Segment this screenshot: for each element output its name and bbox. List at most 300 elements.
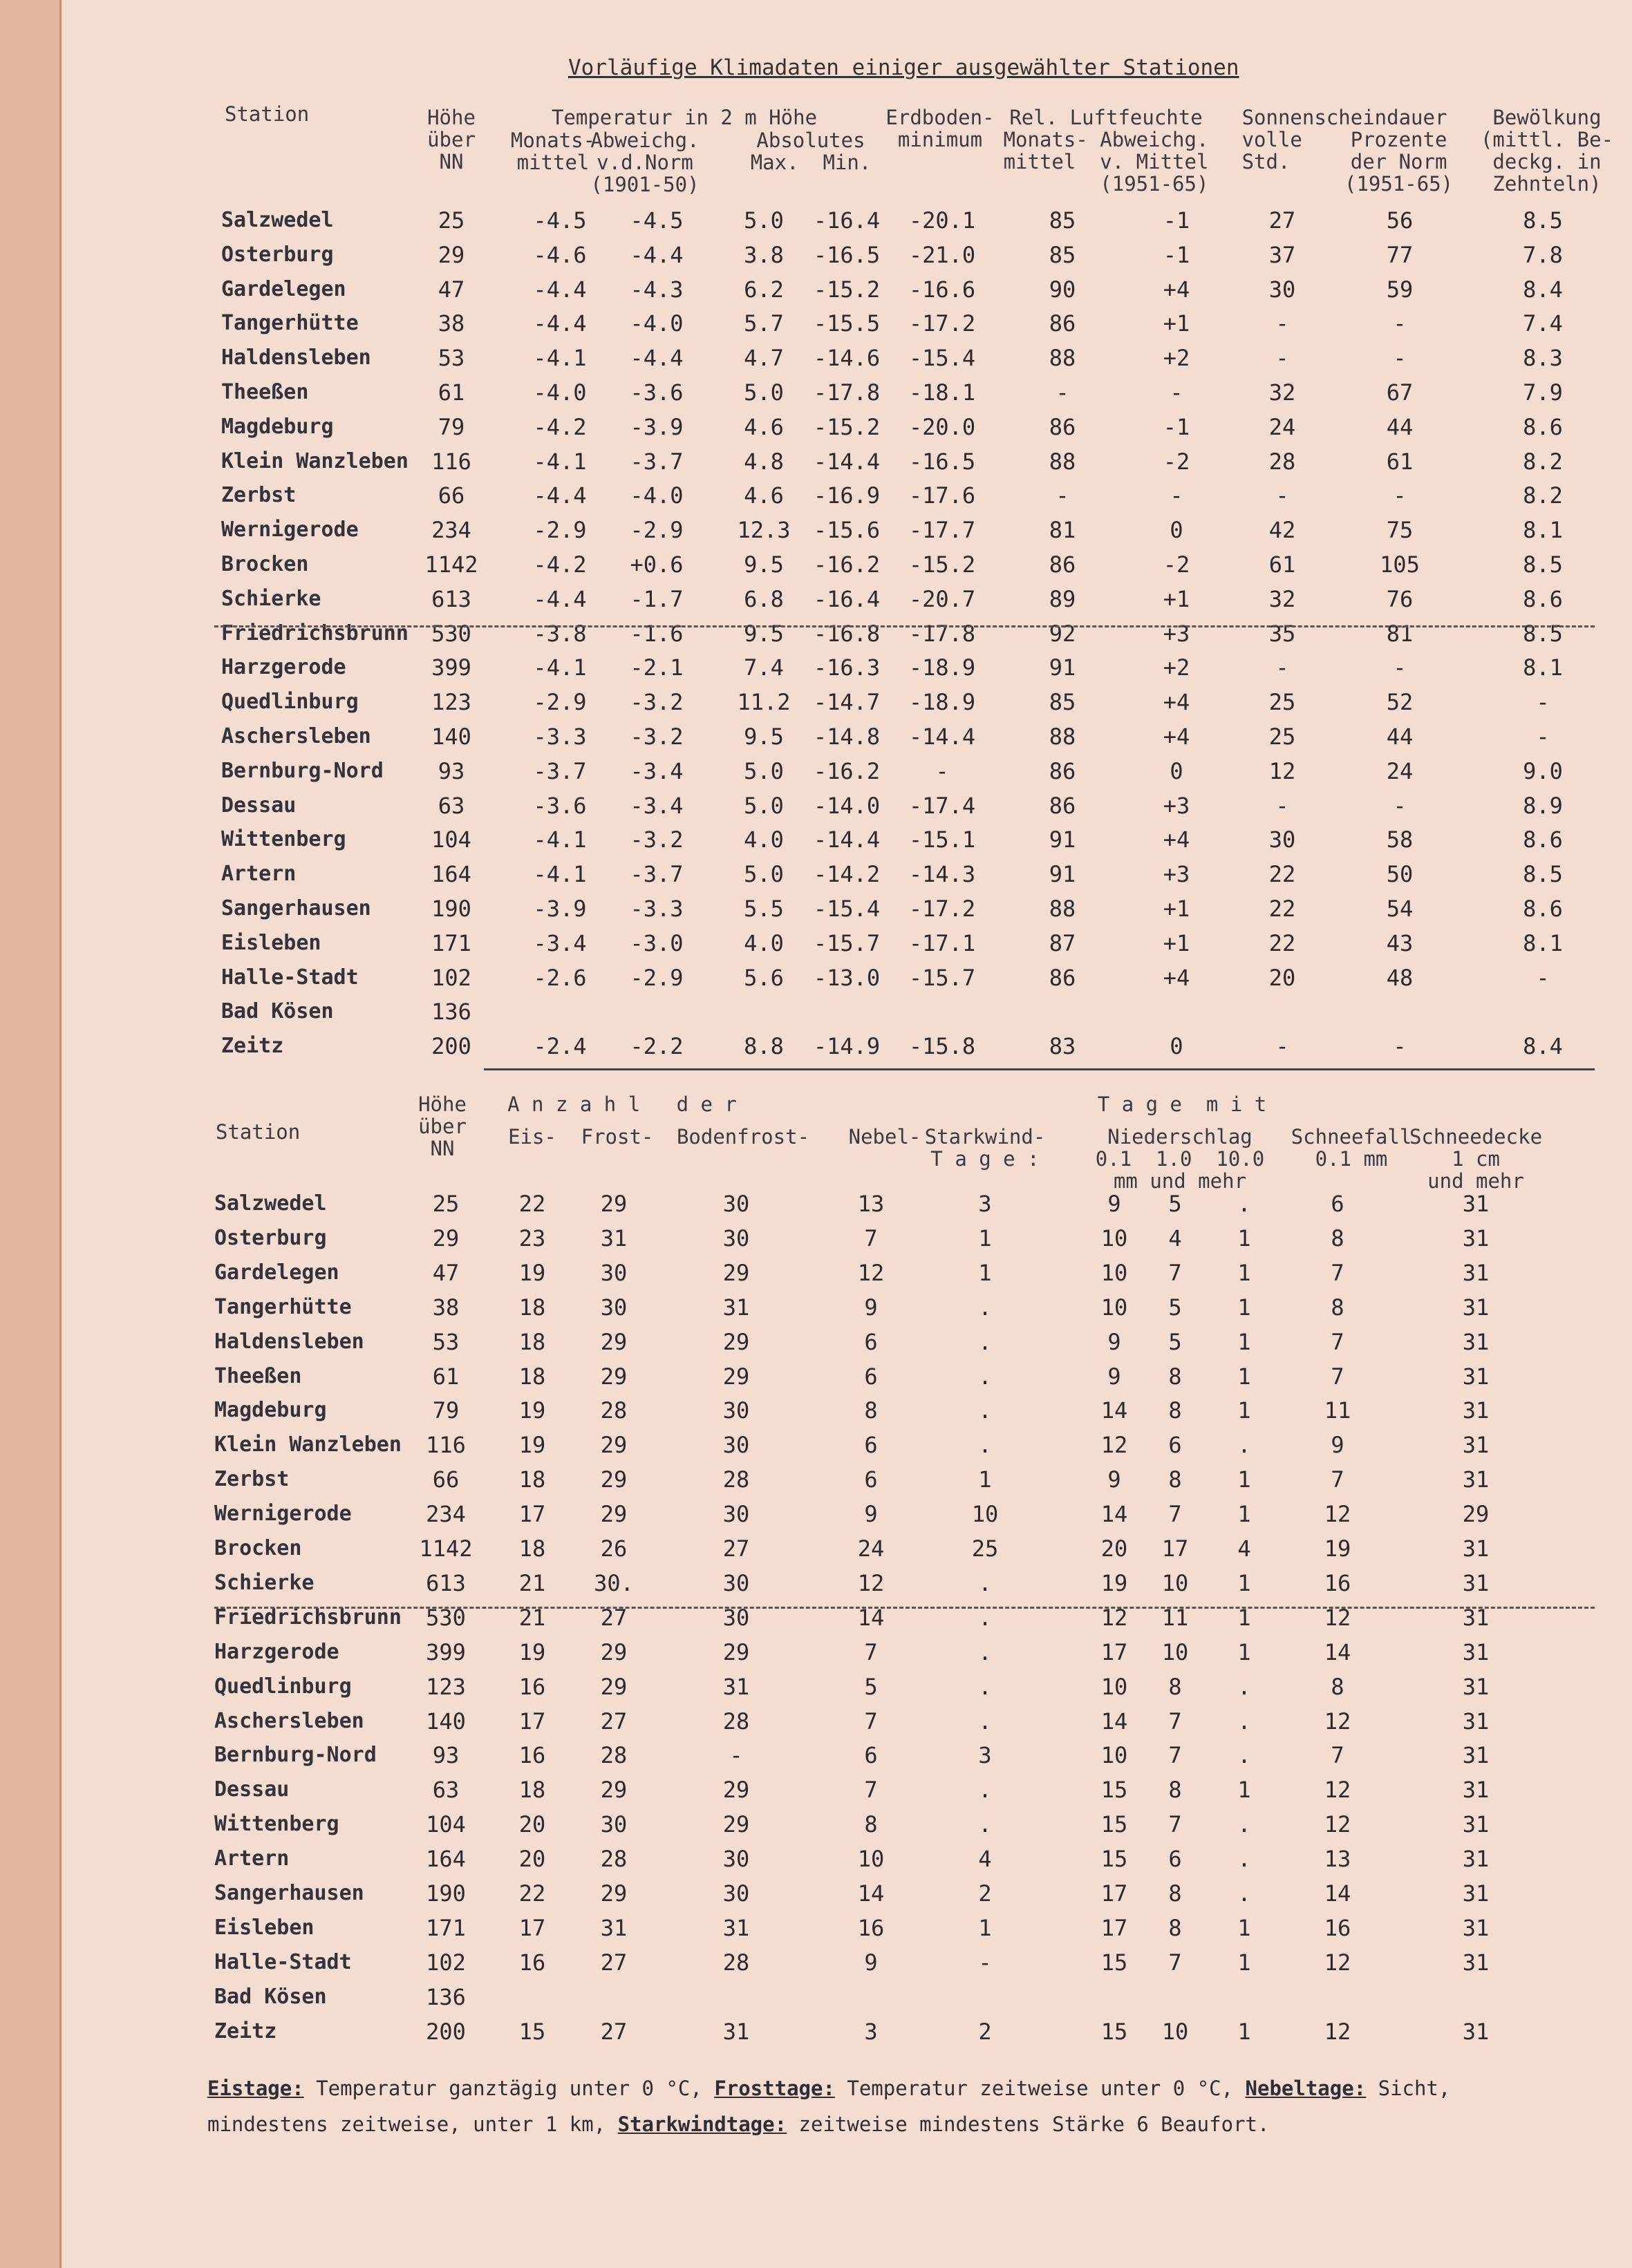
table1-cell: 5.7 xyxy=(744,310,784,337)
table1-cell: - xyxy=(1056,482,1069,509)
table1-header-1: Höhe über NN xyxy=(427,106,476,173)
table2-cell: 28 xyxy=(600,1742,628,1769)
table2-cell: 66 xyxy=(432,1466,460,1493)
table1-cell: -14.4 xyxy=(908,724,976,750)
table2-cell: 1 xyxy=(1237,1363,1251,1390)
table1-station-name: Magdeburg xyxy=(221,414,334,439)
table2-cell: . xyxy=(1237,1708,1251,1735)
table2-header-10: Schneefall 0.1 mm xyxy=(1291,1125,1412,1171)
table2-cell: 20 xyxy=(518,1846,546,1873)
table2-cell: 1 xyxy=(1237,1949,1251,1976)
table2-cell: 1 xyxy=(1237,1569,1251,1596)
table1-cell: 88 xyxy=(1049,724,1076,750)
table2-cell: 1 xyxy=(1237,2018,1251,2045)
table2-cell: 30 xyxy=(722,1880,750,1907)
table2-cell: 31 xyxy=(1462,1191,1490,1217)
table2-cell: . xyxy=(978,1569,992,1596)
table1-cell: -14.9 xyxy=(813,1033,881,1060)
table2-cell: 11 xyxy=(1324,1397,1351,1424)
table1-cell: -14.4 xyxy=(813,826,881,853)
table1-cell: 200 xyxy=(431,1033,471,1060)
table2-cell: 28 xyxy=(600,1397,628,1424)
table1-cell: +4 xyxy=(1163,276,1190,303)
table1-cell: 0 xyxy=(1170,757,1183,784)
table1-cell: 22 xyxy=(1268,896,1296,922)
table2-cell: 12 xyxy=(1324,2018,1351,2045)
table1-cell: 613 xyxy=(431,585,471,612)
table1-cell: -4.5 xyxy=(533,207,587,234)
table1-station-name: Theeßen xyxy=(221,380,309,404)
table1-cell: 5.5 xyxy=(744,896,784,922)
table1-cell: 58 xyxy=(1386,826,1414,853)
table2-cell: 29 xyxy=(600,1328,628,1355)
table1-station-name: Haldensleben xyxy=(221,346,371,370)
table2-cell: 10 xyxy=(1161,1569,1189,1596)
table1-header-2: Temperatur in 2 m Höhe xyxy=(551,106,818,129)
table1-cell: 79 xyxy=(438,413,465,440)
table2-cell: 30 xyxy=(600,1259,628,1286)
table2-cell: . xyxy=(1237,1811,1251,1838)
table2-header-2: A n z a h l d e r xyxy=(507,1093,737,1116)
table2-cell: 31 xyxy=(722,2018,750,2045)
table1-cell: -4.2 xyxy=(533,413,587,440)
table2-cell: 31 xyxy=(1462,1880,1490,1907)
table2-station-name: Tangerhütte xyxy=(214,1294,352,1319)
table1-cell: 8.3 xyxy=(1523,345,1563,372)
table2-cell: 5 xyxy=(1168,1191,1182,1217)
table1-cell: -17.1 xyxy=(908,929,976,956)
table2-cell: 31 xyxy=(1462,1397,1490,1424)
table1-cell: -17.2 xyxy=(908,896,976,922)
page-edge-line xyxy=(59,0,62,2268)
table1-cell: 86 xyxy=(1049,964,1076,991)
table2-cell: 21 xyxy=(518,1604,546,1631)
table1-cell: +4 xyxy=(1163,724,1190,750)
table2-cell: . xyxy=(1237,1191,1251,1217)
table2-cell: 31 xyxy=(1462,2018,1490,2045)
table1-station-name: Bad Kösen xyxy=(221,999,334,1024)
table1-cell: -2.9 xyxy=(533,517,587,544)
table1-cell: 8.5 xyxy=(1523,620,1563,647)
table2-cell: 104 xyxy=(426,1811,466,1838)
table1-cell: 8.2 xyxy=(1523,448,1563,475)
table2-cell: 9 xyxy=(1107,1191,1121,1217)
table2-cell: 12 xyxy=(1324,1949,1351,1976)
table1-cell: -16.3 xyxy=(813,654,881,681)
table2-cell: 12 xyxy=(857,1569,885,1596)
table2-cell: 28 xyxy=(722,1708,750,1735)
table1-cell: -3.4 xyxy=(630,757,684,784)
table2-cell: 13 xyxy=(1324,1846,1351,1873)
table2-cell: 31 xyxy=(722,1914,750,1941)
table1-bottom-rule xyxy=(484,1068,1595,1070)
table2-cell: 10 xyxy=(1100,1294,1128,1321)
table1-cell: -14.7 xyxy=(813,689,881,716)
table2-cell: 31 xyxy=(1462,1466,1490,1493)
table2-cell: 7 xyxy=(1331,1742,1344,1769)
table1-cell: 234 xyxy=(431,517,471,544)
table1-cell: -2 xyxy=(1163,448,1190,475)
table2-cell: 12 xyxy=(1100,1432,1128,1459)
table1-cell: 9.5 xyxy=(744,551,784,578)
table2-cell: 38 xyxy=(432,1294,460,1321)
table2-cell: 19 xyxy=(518,1432,546,1459)
table1-cell: -2.1 xyxy=(630,654,684,681)
table2-cell: 1 xyxy=(978,1225,992,1251)
table1-cell: 24 xyxy=(1268,413,1296,440)
table2-cell: 15 xyxy=(1100,1949,1128,1976)
table2-cell: 1 xyxy=(1237,1777,1251,1804)
table1-cell: -16.5 xyxy=(908,448,976,475)
table1-cell: -17.7 xyxy=(908,517,976,544)
table2-cell: 18 xyxy=(518,1328,546,1355)
table1-cell: 63 xyxy=(438,792,465,819)
table2-cell: 8 xyxy=(1331,1673,1344,1700)
table1-cell: -15.1 xyxy=(908,826,976,853)
table2-cell: 31 xyxy=(1462,1363,1490,1390)
table2-cell: 18 xyxy=(518,1294,546,1321)
table1-cell: -3.2 xyxy=(630,724,684,750)
table2-cell: 9 xyxy=(864,1949,878,1976)
table1-cell: 30 xyxy=(1268,826,1296,853)
table1-cell: 8.5 xyxy=(1523,551,1563,578)
table1-station-name: Friedrichsbrunn xyxy=(221,621,409,645)
table2-cell: 24 xyxy=(857,1535,885,1562)
table1-cell: 77 xyxy=(1386,241,1414,268)
table2-station-name: Brocken xyxy=(214,1536,302,1560)
table1-cell: +1 xyxy=(1163,585,1190,612)
table1-header-8: Sonnenscheindauer volle Prozente Std. der Norm (1951-65) xyxy=(1241,106,1454,196)
table2-cell: 29 xyxy=(722,1363,750,1390)
table2-station-name: Osterburg xyxy=(214,1225,327,1250)
table2-cell: 23 xyxy=(518,1225,546,1251)
table1-cell: 91 xyxy=(1049,654,1076,681)
table1-cell: 8.5 xyxy=(1523,861,1563,888)
table1-cell: -17.4 xyxy=(908,792,976,819)
table2-cell: 7 xyxy=(1331,1363,1344,1390)
table1-cell: -1 xyxy=(1163,241,1190,268)
table1-cell: 8.4 xyxy=(1523,276,1563,303)
table1-cell: -18.9 xyxy=(908,689,976,716)
table2-cell: 530 xyxy=(426,1604,466,1631)
table2-cell: 29 xyxy=(722,1328,750,1355)
table1-cell: +3 xyxy=(1163,792,1190,819)
table1-station-name: Zeitz xyxy=(221,1034,284,1059)
table2-cell: 79 xyxy=(432,1397,460,1424)
table1-cell: 7.4 xyxy=(744,654,784,681)
table2-cell: 30 xyxy=(722,1191,750,1217)
table2-station-name: Artern xyxy=(214,1846,290,1871)
table2-cell: 29 xyxy=(600,1501,628,1528)
table1-cell: 90 xyxy=(1049,276,1076,303)
table1-cell: -4.2 xyxy=(533,551,587,578)
table2-cell: . xyxy=(978,1294,992,1321)
table2-cell: 22 xyxy=(518,1880,546,1907)
table1-cell: 9.5 xyxy=(744,724,784,750)
table1-cell: -4.1 xyxy=(533,654,587,681)
table1-cell: 8.6 xyxy=(1523,896,1563,922)
table1-cell: +3 xyxy=(1163,861,1190,888)
table2-cell: 6 xyxy=(864,1742,878,1769)
table1-station-name: Aschersleben xyxy=(221,724,371,748)
table2-cell: 1 xyxy=(1237,1397,1251,1424)
table1-cell: -20.0 xyxy=(908,413,976,440)
table1-cell: 29 xyxy=(438,241,465,268)
table1-cell: 93 xyxy=(438,757,465,784)
table2-cell: 31 xyxy=(1462,1569,1490,1596)
table1-station-name: Artern xyxy=(221,862,297,887)
table1-cell: -18.1 xyxy=(908,379,976,406)
table1-cell: 81 xyxy=(1386,620,1414,647)
table2-cell: 1 xyxy=(978,1466,992,1493)
table1-cell: -4.4 xyxy=(533,482,587,509)
table2-cell: 12 xyxy=(1324,1811,1351,1838)
table2-cell: 7 xyxy=(1168,1949,1182,1976)
table1-cell: +2 xyxy=(1163,654,1190,681)
table1-header-0: Station xyxy=(225,102,310,126)
table1-cell: - xyxy=(1275,482,1289,509)
table2-cell: 9 xyxy=(1331,1432,1344,1459)
table1-cell: -2.9 xyxy=(630,517,684,544)
table2-header-5: Bodenfrost- xyxy=(676,1125,810,1149)
table1-cell: 171 xyxy=(431,929,471,956)
table2-cell: 29 xyxy=(1462,1501,1490,1528)
table1-cell: -3.4 xyxy=(533,929,587,956)
table1-cell: 7.8 xyxy=(1523,241,1563,268)
table2-cell: 9 xyxy=(1107,1466,1121,1493)
table2-cell: 29 xyxy=(722,1811,750,1838)
table2-cell: 16 xyxy=(1324,1914,1351,1941)
table2-cell: 234 xyxy=(426,1501,466,1528)
table2-cell: 10 xyxy=(1100,1225,1128,1251)
table2-cell: 31 xyxy=(1462,1742,1490,1769)
table1-cell: +0.6 xyxy=(630,551,684,578)
table2-cell: 12 xyxy=(1324,1604,1351,1631)
table2-cell: 15 xyxy=(1100,1811,1128,1838)
table1-cell: -3.6 xyxy=(630,379,684,406)
table1-cell: -2 xyxy=(1163,551,1190,578)
table2-cell: 14 xyxy=(1100,1397,1128,1424)
table1-cell: +1 xyxy=(1163,896,1190,922)
table2-station-name: Schierke xyxy=(214,1570,315,1595)
table2-cell: 29 xyxy=(600,1638,628,1665)
table1-cell: 85 xyxy=(1049,207,1076,234)
table2-cell: 27 xyxy=(722,1535,750,1562)
table1-cell: - xyxy=(1275,654,1289,681)
table1-cell: 8.1 xyxy=(1523,929,1563,956)
table2-cell: 31 xyxy=(1462,1949,1490,1976)
table2-cell: 4 xyxy=(978,1846,992,1873)
table1-cell: -15.2 xyxy=(908,551,976,578)
table1-cell: 0 xyxy=(1170,1033,1183,1060)
table2-cell: 10 xyxy=(1100,1259,1128,1286)
table1-station-name: Gardelegen xyxy=(221,276,346,301)
table1-cell: -4.0 xyxy=(533,379,587,406)
table1-cell: -15.2 xyxy=(813,413,881,440)
table2-cell: 5 xyxy=(1168,1294,1182,1321)
table1-cell: 52 xyxy=(1386,689,1414,716)
table1-cell: -15.4 xyxy=(908,345,976,372)
table2-cell: 7 xyxy=(1168,1259,1182,1286)
table2-cell: . xyxy=(978,1328,992,1355)
table1-cell: 48 xyxy=(1386,964,1414,991)
table1-cell: 91 xyxy=(1049,861,1076,888)
table1-cell: +2 xyxy=(1163,345,1190,372)
table2-cell: 200 xyxy=(426,2018,466,2045)
table2-cell: 1 xyxy=(1237,1501,1251,1528)
table2-cell: 17 xyxy=(1100,1638,1128,1665)
table2-cell: 31 xyxy=(1462,1432,1490,1459)
table1-cell: +1 xyxy=(1163,929,1190,956)
table1-cell: 86 xyxy=(1049,551,1076,578)
footnote-eistage-label: Eistage: xyxy=(207,2077,304,2100)
table1-cell: -15.7 xyxy=(813,929,881,956)
table2-cell: 18 xyxy=(518,1535,546,1562)
table2-cell: 29 xyxy=(600,1777,628,1804)
table2-station-name: Wittenberg xyxy=(214,1812,339,1837)
table2-cell: 31 xyxy=(600,1225,628,1251)
table2-cell: 31 xyxy=(1462,1638,1490,1665)
table2-cell: 6 xyxy=(1168,1846,1182,1873)
table1-cell: -4.1 xyxy=(533,861,587,888)
table1-cell: -2.9 xyxy=(533,689,587,716)
table2-cell: 1 xyxy=(1237,1914,1251,1941)
table1-cell: -3.8 xyxy=(533,620,587,647)
table2-cell: 7 xyxy=(1331,1259,1344,1286)
table2-cell: 399 xyxy=(426,1638,466,1665)
table2-station-name: Salzwedel xyxy=(214,1191,327,1216)
table2-cell: 16 xyxy=(857,1914,885,1941)
table2-header-4: Frost- xyxy=(581,1125,654,1149)
table1-cell: 4.6 xyxy=(744,413,784,440)
table1-cell: 8.6 xyxy=(1523,413,1563,440)
table1-header-4: Abweichg. v.d.Norm (1901-50) xyxy=(590,129,700,196)
table2-cell: 6 xyxy=(864,1432,878,1459)
footnote-line-1 xyxy=(207,2077,1450,2100)
table2-header-0: Station xyxy=(216,1120,301,1144)
table1-cell: +4 xyxy=(1163,689,1190,716)
table1-cell: - xyxy=(1275,1033,1289,1060)
table2-cell: . xyxy=(1237,1432,1251,1459)
table1-cell: -20.7 xyxy=(908,585,976,612)
table1-cell: -16.4 xyxy=(813,585,881,612)
table1-cell: 53 xyxy=(438,345,465,372)
footnote-nebeltage-label: Nebeltage: xyxy=(1245,2077,1367,2100)
table1-cell: 140 xyxy=(431,724,471,750)
table2-cell: 7 xyxy=(864,1777,878,1804)
table2-cell: 1142 xyxy=(419,1535,473,1562)
table1-header-5: Absolutes Max. Min. xyxy=(750,129,872,174)
table2-cell: 30. xyxy=(594,1569,634,1596)
table2-cell: 31 xyxy=(1462,1328,1490,1355)
table1-cell: - xyxy=(1275,310,1289,337)
table1-cell: 92 xyxy=(1049,620,1076,647)
table2-cell: 31 xyxy=(1462,1535,1490,1562)
table1-cell: 0 xyxy=(1170,517,1183,544)
table1-station-name: Sangerhausen xyxy=(221,896,371,920)
table1-cell: 37 xyxy=(1268,241,1296,268)
table1-cell: 91 xyxy=(1049,826,1076,853)
table2-cell: 30 xyxy=(600,1811,628,1838)
table1-cell: -4.4 xyxy=(533,276,587,303)
table2-cell: 29 xyxy=(600,1363,628,1390)
table2-cell: 31 xyxy=(1462,1225,1490,1251)
table2-cell: 27 xyxy=(600,1949,628,1976)
table1-cell: -3.9 xyxy=(533,896,587,922)
table2-station-name: Eisleben xyxy=(214,1915,315,1940)
table2-cell: 19 xyxy=(1324,1535,1351,1562)
table2-cell: 20 xyxy=(1100,1535,1128,1562)
table2-cell: - xyxy=(729,1742,743,1769)
table2-cell: 31 xyxy=(1462,1294,1490,1321)
table1-cell: 6.2 xyxy=(744,276,784,303)
table1-cell: +4 xyxy=(1163,964,1190,991)
table1-cell: 4.6 xyxy=(744,482,784,509)
table1-cell: 25 xyxy=(1268,689,1296,716)
table2-cell: . xyxy=(978,1638,992,1665)
table2-cell: 30 xyxy=(600,1294,628,1321)
table1-cell: 43 xyxy=(1386,929,1414,956)
table1-cell: - xyxy=(1170,482,1183,509)
table1-cell: -1.7 xyxy=(630,585,684,612)
table1-cell: +3 xyxy=(1163,620,1190,647)
table2-station-name: Zeitz xyxy=(214,2019,277,2043)
table1-cell: 8.1 xyxy=(1523,517,1563,544)
table2-cell: 16 xyxy=(518,1742,546,1769)
table2-cell: 30 xyxy=(722,1569,750,1596)
table1-cell: -16.2 xyxy=(813,757,881,784)
table1-cell: -15.2 xyxy=(813,276,881,303)
table1-cell: -15.6 xyxy=(813,517,881,544)
table1-cell: 61 xyxy=(1268,551,1296,578)
table1-cell: 66 xyxy=(438,482,465,509)
table2-cell: . xyxy=(978,1363,992,1390)
table2-cell: . xyxy=(978,1708,992,1735)
table1-cell: - xyxy=(1536,689,1550,716)
table1-station-name: Salzwedel xyxy=(221,208,334,232)
table1-cell: -14.3 xyxy=(908,861,976,888)
table2-cell: 11 xyxy=(1161,1604,1189,1631)
table1-cell: -4.5 xyxy=(630,207,684,234)
table1-cell: 32 xyxy=(1268,379,1296,406)
footnote-starkwind-label: Starkwindtage: xyxy=(617,2113,787,2136)
table2-cell: 7 xyxy=(864,1708,878,1735)
table2-cell: 14 xyxy=(1100,1501,1128,1528)
table1-cell: -20.1 xyxy=(908,207,976,234)
table2-station-name: Bernburg-Nord xyxy=(214,1743,377,1768)
table1-cell: 11.2 xyxy=(737,689,791,716)
table2-cell: 29 xyxy=(722,1638,750,1665)
table2-cell: . xyxy=(978,1432,992,1459)
table2-cell: 19 xyxy=(518,1259,546,1286)
table2-cell: 17 xyxy=(518,1708,546,1735)
table1-cell: 47 xyxy=(438,276,465,303)
table1-cell: -14.8 xyxy=(813,724,881,750)
table2-cell: 10 xyxy=(857,1846,885,1873)
table1-cell: 61 xyxy=(438,379,465,406)
table1-cell: 44 xyxy=(1386,724,1414,750)
table2-cell: 31 xyxy=(722,1294,750,1321)
table2-cell: 14 xyxy=(857,1880,885,1907)
table2-cell: 29 xyxy=(600,1673,628,1700)
footnote-eistage-text: Temperatur ganztägig unter 0 °C, xyxy=(303,2077,715,2100)
table1-cell: -15.7 xyxy=(908,964,976,991)
table2-cell: 8 xyxy=(864,1811,878,1838)
table2-cell: 12 xyxy=(1324,1708,1351,1735)
table1-station-name: Klein Wanzleben xyxy=(221,448,409,473)
table2-station-name: Quedlinburg xyxy=(214,1674,352,1699)
table2-station-name: Zerbst xyxy=(214,1467,290,1492)
